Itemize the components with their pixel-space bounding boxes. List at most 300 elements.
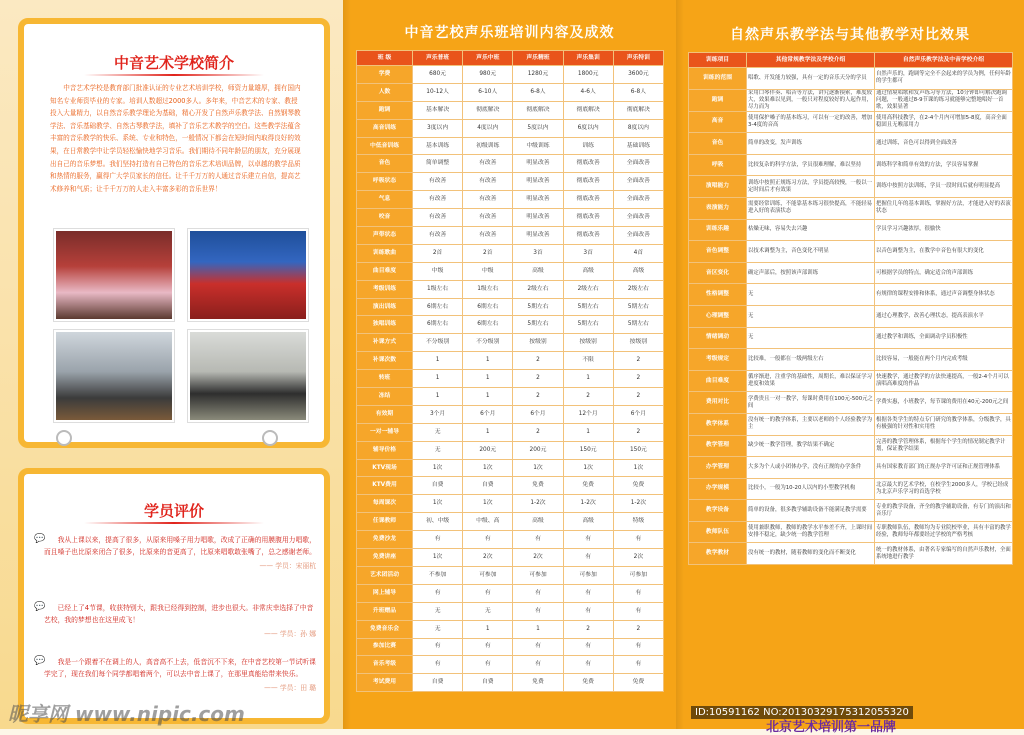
table-cell: 中级训练 [513, 137, 563, 155]
row-header: 训练乐趣 [689, 219, 747, 241]
table-cell: 明显改善 [513, 191, 563, 209]
comparison-table-body [689, 68, 1013, 565]
table-cell: 6期左右 [413, 316, 463, 334]
row-header: 咬音 [357, 209, 413, 227]
table-cell: 全面改善 [613, 191, 663, 209]
row-header: 辅导价格 [357, 441, 413, 459]
row-header: 演出训练 [357, 298, 413, 316]
table-cell: 6个月 [613, 405, 663, 423]
review-signature: —— 学员：田 璐 [264, 684, 316, 692]
table-cell: 全面改善 [613, 209, 663, 227]
row-header: 教学体系 [689, 413, 747, 435]
table-cell: 6期左右 [413, 298, 463, 316]
table-cell: 学费实惠，小班教学，每节课的费用在40元-200元之间 [875, 392, 1013, 414]
table-cell: 1次 [463, 459, 513, 477]
table-cell: 基础训练 [613, 137, 663, 155]
row-header: 冻结 [357, 388, 413, 406]
table-row [357, 370, 664, 388]
table-cell: 3首 [563, 244, 613, 262]
table-cell: 比较难，一般都在一级两级左右 [747, 349, 875, 371]
table-cell: 2 [613, 620, 663, 638]
row-header: 有效期 [357, 405, 413, 423]
table-cell: 彻底改善 [563, 209, 613, 227]
table-cell: 无 [413, 423, 463, 441]
table-row [357, 441, 664, 459]
table-cell: 1次 [413, 549, 463, 567]
row-header: 教学教材 [689, 543, 747, 565]
course-table-body [357, 66, 664, 692]
column-header: 班 级 [357, 51, 413, 66]
table-cell: 有 [413, 584, 463, 602]
table-cell: 免费 [513, 674, 563, 692]
table-cell: 初、中级 [413, 513, 463, 531]
table-row [689, 392, 1013, 414]
comparison-table-panel [676, 0, 1024, 735]
intro-title: 中音艺术学校简介 [113, 54, 234, 72]
table-row [357, 531, 664, 549]
table-cell: 有规律的课程安排和体系，通过声音调整身体状态 [875, 284, 1013, 306]
table-cell: 2级左右 [563, 280, 613, 298]
table-cell: 1次 [463, 495, 513, 513]
table-row [689, 219, 1013, 241]
table-row [357, 316, 664, 334]
table-cell: 训练 [563, 137, 613, 155]
table-cell: 需要经常训练，不能靠基本练习很快提高，不能轻易进入好的表演状态 [747, 197, 875, 219]
table-cell: 免费 [563, 674, 613, 692]
table-cell: 中级 [463, 262, 513, 280]
row-header: 教学设备 [689, 500, 747, 522]
row-header: 参加比赛 [357, 638, 413, 656]
table-cell: 基本训练 [413, 137, 463, 155]
table-cell: 可参加 [513, 566, 563, 584]
table-row [357, 244, 664, 262]
table-cell: 2 [513, 370, 563, 388]
table-cell: 有 [563, 656, 613, 674]
row-header: 呼吸 [689, 154, 747, 176]
row-header: 高音 [689, 111, 747, 133]
table-cell: 无 [747, 284, 875, 306]
table-cell: 没有统一的教材，随着教师的变化而不断变化 [747, 543, 875, 565]
table-cell: 自费 [413, 674, 463, 692]
table-cell: 4首 [613, 244, 663, 262]
table-cell: 简单调整 [413, 155, 463, 173]
review-signature: —— 学员：宋丽杭 [259, 562, 316, 570]
table-row [357, 173, 664, 191]
table-cell: 200元 [513, 441, 563, 459]
row-header: 独唱训练 [357, 316, 413, 334]
table-cell: 6期左右 [463, 298, 513, 316]
table-cell: 快速教学，通过教学的方法快速提高，一般2-4个月可以演唱高难度的作品 [875, 370, 1013, 392]
table-cell: 有 [613, 656, 663, 674]
table-cell: 6-10人 [463, 83, 513, 101]
course-table-header [357, 51, 664, 66]
row-header: 教学管理 [689, 435, 747, 457]
table-cell: 可参加 [463, 566, 513, 584]
table-cell: 免费 [613, 674, 663, 692]
table-cell: 免费 [513, 477, 563, 495]
table-cell: 可根据学员的特点，确定适合的声部训练 [875, 262, 1013, 284]
table-cell: 无 [747, 327, 875, 349]
table-row [357, 262, 664, 280]
intro-title-rule [84, 74, 264, 76]
column-header: 其他常规教学法及学校介绍 [747, 53, 875, 68]
table-row [689, 521, 1013, 543]
table-cell: 根据各类学生的特点专门研究的教学体系，分级教学，具有极强的针对性和实用性 [875, 413, 1013, 435]
table-row [689, 478, 1013, 500]
table-row [357, 388, 664, 406]
speech-bubble-icon: 💬 [34, 602, 46, 612]
table-cell: 6个月 [513, 405, 563, 423]
table-cell: 1 [463, 388, 513, 406]
table-cell: 学费贵且一对一教学，每课时费用在100元-500元之间 [747, 392, 875, 414]
table-cell: 2级左右 [613, 280, 663, 298]
table-cell: 1级左右 [463, 280, 513, 298]
review-card [18, 468, 330, 724]
table-row [689, 413, 1013, 435]
table-cell: 6期左右 [463, 316, 513, 334]
watermark-id: ID:10591162 NO:20130329175312055320 [691, 706, 913, 719]
row-header: 升班赠品 [357, 602, 413, 620]
table-row [357, 674, 664, 692]
table-cell: 不分级别 [413, 334, 463, 352]
table-cell: 680元 [413, 66, 463, 84]
table-cell: 彻底解决 [513, 101, 563, 119]
table-cell: 1级左右 [413, 280, 463, 298]
table-cell: 8度以内 [613, 119, 663, 137]
table-cell: 有改善 [463, 227, 513, 245]
row-header: 费用对比 [689, 392, 747, 414]
table-cell: 1 [463, 370, 513, 388]
review-text: 已经上了4节课，收获特别大，跟我已经得到控制，进步也很大。非常庆幸选择了中音艺校，我的梦想也在这里成飞！ [44, 604, 314, 624]
table-cell: 4-6人 [563, 83, 613, 101]
table-row [357, 513, 664, 531]
table-cell: 有 [563, 602, 613, 620]
table-cell: 基本解决 [413, 101, 463, 119]
table-cell: 专职教师队伍，教师均为专业院校毕业，具有丰富的教学经验，教师每年都要经过学校的严格考核 [875, 521, 1013, 543]
row-header: 艺术团活动 [357, 566, 413, 584]
table-row [357, 227, 664, 245]
table-cell: 1800元 [563, 66, 613, 84]
fold-shadow [676, 0, 684, 729]
binder-ring-left [56, 430, 72, 446]
row-header: 补课次数 [357, 352, 413, 370]
table-cell: 明显改善 [513, 173, 563, 191]
row-header: 曲目难度 [689, 370, 747, 392]
table-cell: 初级训练 [463, 137, 513, 155]
table-cell: 可参加 [613, 566, 663, 584]
table-cell: 1次 [413, 459, 463, 477]
row-header: 教师队伍 [689, 521, 747, 543]
table-cell: 有改善 [413, 191, 463, 209]
row-header: 转班 [357, 370, 413, 388]
table-cell: 采用口琴伴奏、唱音等方法，讲究逐渐摸索，难度较大，效果难以见到，一般只对程度较好的人起作用，尽力而为 [747, 89, 875, 111]
table-cell: 无 [413, 441, 463, 459]
table-cell: 以技术调整为主，音色变化不明显 [747, 241, 875, 263]
row-header: 考级规定 [689, 349, 747, 371]
table-cell: 2 [563, 388, 613, 406]
table-cell: 明显改善 [513, 227, 563, 245]
row-header: 学费 [357, 66, 413, 84]
table-row [357, 66, 664, 84]
performance-photo [188, 229, 308, 321]
column-header: 声乐精班 [513, 51, 563, 66]
table-cell: 中级 [413, 262, 463, 280]
table-cell: 6度以内 [563, 119, 613, 137]
comparison-table-header [689, 53, 1013, 68]
table-cell: 12个月 [563, 405, 613, 423]
table-cell: 2次 [463, 549, 513, 567]
review-text: 我是一个跟着不在调上的人，高音高不上去，低音沉不下来，在中音艺校第一节试听课学完了，现在我们每个同学都唱着两个，可以去中音上课了，在那里真能给带来快乐。 [44, 658, 316, 678]
table-row [357, 352, 664, 370]
table-cell: 统一的教材体系，由著名专家编写的自然声乐教材，全面系统地进行教学 [875, 543, 1013, 565]
row-header: 中低音训练 [357, 137, 413, 155]
table-cell: 有 [613, 531, 663, 549]
table-cell: 明显改善 [513, 209, 563, 227]
table-cell: 有 [513, 602, 563, 620]
table-cell: 有改善 [413, 227, 463, 245]
table-cell: 全面改善 [613, 227, 663, 245]
table-cell: 比较容易，一般能在两个月内完成考级 [875, 349, 1013, 371]
table-row [357, 191, 664, 209]
table-cell: 有改善 [463, 191, 513, 209]
table-cell: 简单的设备，很多教学辅助设备不能满足教学需要 [747, 500, 875, 522]
table-cell: 有改善 [413, 173, 463, 191]
guzheng-class-photo [54, 330, 174, 422]
table-cell: 训练科学和简单有效的方法，学员容易掌握 [875, 154, 1013, 176]
table-cell: 彻底解决 [613, 101, 663, 119]
table-row [689, 197, 1013, 219]
table-cell: 980元 [463, 66, 513, 84]
table-row [689, 111, 1013, 133]
row-header: 人数 [357, 83, 413, 101]
table-row [357, 209, 664, 227]
table-cell: 1-2次 [563, 495, 613, 513]
table-cell: 1-2次 [513, 495, 563, 513]
intro-card [18, 18, 330, 448]
table-cell: 有 [613, 584, 663, 602]
table-row [689, 284, 1013, 306]
table-row [357, 566, 664, 584]
table-row [357, 549, 664, 567]
row-header: 跑调 [357, 101, 413, 119]
table-cell: 通过心理教学，改善心理状态，提高表演水平 [875, 305, 1013, 327]
table-row [357, 477, 664, 495]
table-cell: 有 [513, 531, 563, 549]
table-cell: 1次 [613, 459, 663, 477]
table-row [357, 155, 664, 173]
table-cell: 1 [463, 352, 513, 370]
table-cell: 1 [413, 388, 463, 406]
review-text: 我从上课以来，提高了很多，从原来用嗓子用力唱歌，改成了正确的用膜腹用力唱歌，而且嗓子也比原来闭合了很多，比原来的音更高了，比原来唱歌敢张嘴了，总之感谢老师。 [44, 536, 316, 556]
table-row [357, 620, 664, 638]
table-cell: 1 [513, 620, 563, 638]
table-cell: 有 [563, 549, 613, 567]
row-header: 考试费用 [357, 674, 413, 692]
row-header: 曲目难度 [357, 262, 413, 280]
table-cell: 有改善 [463, 209, 513, 227]
table-row [357, 298, 664, 316]
row-header: 补课方式 [357, 334, 413, 352]
table-cell: 枯燥无味，容易失去兴趣 [747, 219, 875, 241]
row-header: KTV现场 [357, 459, 413, 477]
speech-bubble-icon: 💬 [34, 656, 46, 666]
table-cell: 150元 [613, 441, 663, 459]
row-header: 音乐考级 [357, 656, 413, 674]
concert-photo [54, 229, 174, 321]
watermark-logo: 昵享网 www.nipic.com [8, 702, 245, 726]
table-cell: 没有统一的教学体系，主要以老师的个人经验教学为主 [747, 413, 875, 435]
course-table-panel [343, 0, 676, 729]
table-cell: 有 [563, 531, 613, 549]
table-row [357, 584, 664, 602]
table-cell: 5期左右 [613, 316, 663, 334]
table-cell: 明显改善 [513, 155, 563, 173]
row-header: 办学规模 [689, 478, 747, 500]
table-cell: 5期左右 [563, 298, 613, 316]
table-cell: 按级别 [513, 334, 563, 352]
table-cell: 1次 [513, 459, 563, 477]
table-cell: 自费 [413, 477, 463, 495]
table-row [357, 423, 664, 441]
column-header: 声乐中班 [463, 51, 513, 66]
table-cell: 5期左右 [513, 316, 563, 334]
table-cell: 高级 [613, 262, 663, 280]
intro-body: 中音艺术学校是教育部门批准认证的专业艺术培训学校，师资力量雄厚，拥有国内知名专业师资毕业的专家。培训人数超过2000多人。多年来，中音艺术的专家、教授投入大量精力，以自然音乐教学理论为基础，精心开发了自然声乐教学法、自然钢琴教学法、音乐基础教学、自然古琴教学法，填补了音乐艺术教学的空白。这些教学法蕴含丰富的音乐教学的快乐、系统、专业和特色，一般情况下都会在短时间内取得良好的效果，在日常教学中让学员轻松愉快地学习音乐。我们期待不同年龄层的朋友，充分展现出自己的音乐梦想。我们坚持打造有自己特色的音乐艺术培训品牌，以卓越的教学品质和热情的服务，赢得广大学员家长的信任。让千千万万的人通过音乐建立自信，提高艺术修养和气质；让千千万万的人走入丰富多彩的音乐世界！ [50, 84, 301, 193]
row-header: 呼吸状态 [357, 173, 413, 191]
row-header: 心理调整 [689, 305, 747, 327]
table-cell: 完善的教学管理体系，根据每个学生的情况制定教学计划，保证教学结果 [875, 435, 1013, 457]
table-row [357, 638, 664, 656]
table-cell: 训练中按照方法训练，学员一段时间后就有明显提高 [875, 176, 1013, 198]
table-cell: 使用兼职教师，教师的教学水平参差不齐，上课时间安排不稳定，缺少统一的教学管理 [747, 521, 875, 543]
table-cell: 无 [413, 620, 463, 638]
row-header: 高音训练 [357, 119, 413, 137]
table-row [689, 500, 1013, 522]
table-cell: 具有国家教育部门的正规办学许可证和正规管理体系 [875, 457, 1013, 479]
review-title-rule [84, 522, 264, 524]
table-cell: 5期左右 [563, 316, 613, 334]
table-cell: 高级 [513, 513, 563, 531]
table-cell: 无 [747, 305, 875, 327]
table-cell: 5期左右 [513, 298, 563, 316]
table-cell: 循序渐进，注重学的基础性，周期长，难以保证学习进度和效果 [747, 370, 875, 392]
table-cell: 不参加 [413, 566, 463, 584]
table-cell: 免费 [563, 477, 613, 495]
row-header: 性格调整 [689, 284, 747, 306]
table-row [357, 280, 664, 298]
table-cell: 有 [463, 638, 513, 656]
row-header: 演唱能力 [689, 176, 747, 198]
table-cell: 彻底解决 [463, 101, 513, 119]
table-cell: 按级别 [563, 334, 613, 352]
table-cell: 2 [613, 388, 663, 406]
table-row [689, 305, 1013, 327]
table-cell: 1 [413, 370, 463, 388]
table-cell: 有 [413, 531, 463, 549]
table-cell: 有 [563, 584, 613, 602]
table-cell: 高级 [513, 262, 563, 280]
table-cell: 自费 [463, 674, 513, 692]
table-row [689, 457, 1013, 479]
table-cell: 有 [463, 531, 513, 549]
review-item [34, 602, 316, 638]
table-cell: 1 [463, 423, 513, 441]
table-cell: 2首 [463, 244, 513, 262]
table-cell: 有 [563, 638, 613, 656]
table-cell: 2首 [413, 244, 463, 262]
table-cell: 有 [463, 656, 513, 674]
table-cell: 5度以内 [513, 119, 563, 137]
table-cell: 2 [513, 352, 563, 370]
table-row [689, 68, 1013, 90]
table-cell: 1 [563, 423, 613, 441]
table-row [357, 459, 664, 477]
table-cell: 中级、高 [463, 513, 513, 531]
table-cell: 有改善 [413, 209, 463, 227]
table-cell: 1280元 [513, 66, 563, 84]
table-cell: 彻底改善 [563, 155, 613, 173]
table-cell: 3首 [513, 244, 563, 262]
comparison-table-title: 自然声乐教学法与其他教学对比效果 [730, 27, 970, 43]
table-cell: 10-12人 [413, 83, 463, 101]
table-cell: 1-2次 [613, 495, 663, 513]
row-header: 表演能力 [689, 197, 747, 219]
row-header: 音色 [689, 133, 747, 155]
table-row [689, 133, 1013, 155]
table-cell: 6-8人 [513, 83, 563, 101]
review-signature: —— 学员：孙 娜 [264, 630, 316, 638]
table-cell: 1 [563, 370, 613, 388]
table-cell: 有 [513, 656, 563, 674]
table-cell: 自费 [463, 477, 513, 495]
table-cell: 200元 [463, 441, 513, 459]
table-cell: 特级 [613, 513, 663, 531]
comparison-table [688, 52, 1013, 565]
row-header: 音区变化 [689, 262, 747, 284]
course-table [356, 50, 664, 692]
row-header: 训练的范围 [689, 68, 747, 90]
table-cell: 确定声部后，按照该声部训练 [747, 262, 875, 284]
table-cell: 3600元 [613, 66, 663, 84]
table-cell: 以音色调整为主，在教学中音色有很大的变化 [875, 241, 1013, 263]
table-cell: 无 [463, 602, 513, 620]
table-cell: 可参加 [563, 566, 613, 584]
table-cell: 彻底解决 [563, 101, 613, 119]
row-header: 任课教师 [357, 513, 413, 531]
row-header: 免费沙龙 [357, 531, 413, 549]
table-cell: 通过情境唱歌和发声练习等方法，10分钟即可解决跑调问题，一般通过8-9节课的练习就能够完整地唱好一首歌，效果显著 [875, 89, 1013, 111]
binder-ring-right [262, 430, 278, 446]
table-row [689, 176, 1013, 198]
row-header: 跑调 [689, 89, 747, 111]
row-header: 音色调整 [689, 241, 747, 263]
table-cell: 比较复杂的科学方法，学员很难理解，难以坚持 [747, 154, 875, 176]
table-row [689, 241, 1013, 263]
table-cell: 使用保护嗓子的基本练习，可以有一定的改善，增加3-4度的音高 [747, 111, 875, 133]
table-cell: 有 [413, 656, 463, 674]
table-cell: 使用高科技教学，在2-4个月内可增加5-8度，高音全面稳固且无喉部用力 [875, 111, 1013, 133]
table-cell: 北京最大的艺术学校，在校学生2000多人，学校已经成为北京声乐学习的首选学校 [875, 478, 1013, 500]
table-row [357, 101, 664, 119]
speech-bubble-icon: 💬 [34, 534, 46, 544]
table-cell: 2级左右 [513, 280, 563, 298]
school-intro-panel [0, 0, 343, 729]
table-cell: 有 [613, 638, 663, 656]
table-cell: 4度以内 [463, 119, 513, 137]
row-header: 免费讲座 [357, 549, 413, 567]
table-row [357, 137, 664, 155]
table-cell: 大多为个人或小团体办学，没有正规的办学条件 [747, 457, 875, 479]
